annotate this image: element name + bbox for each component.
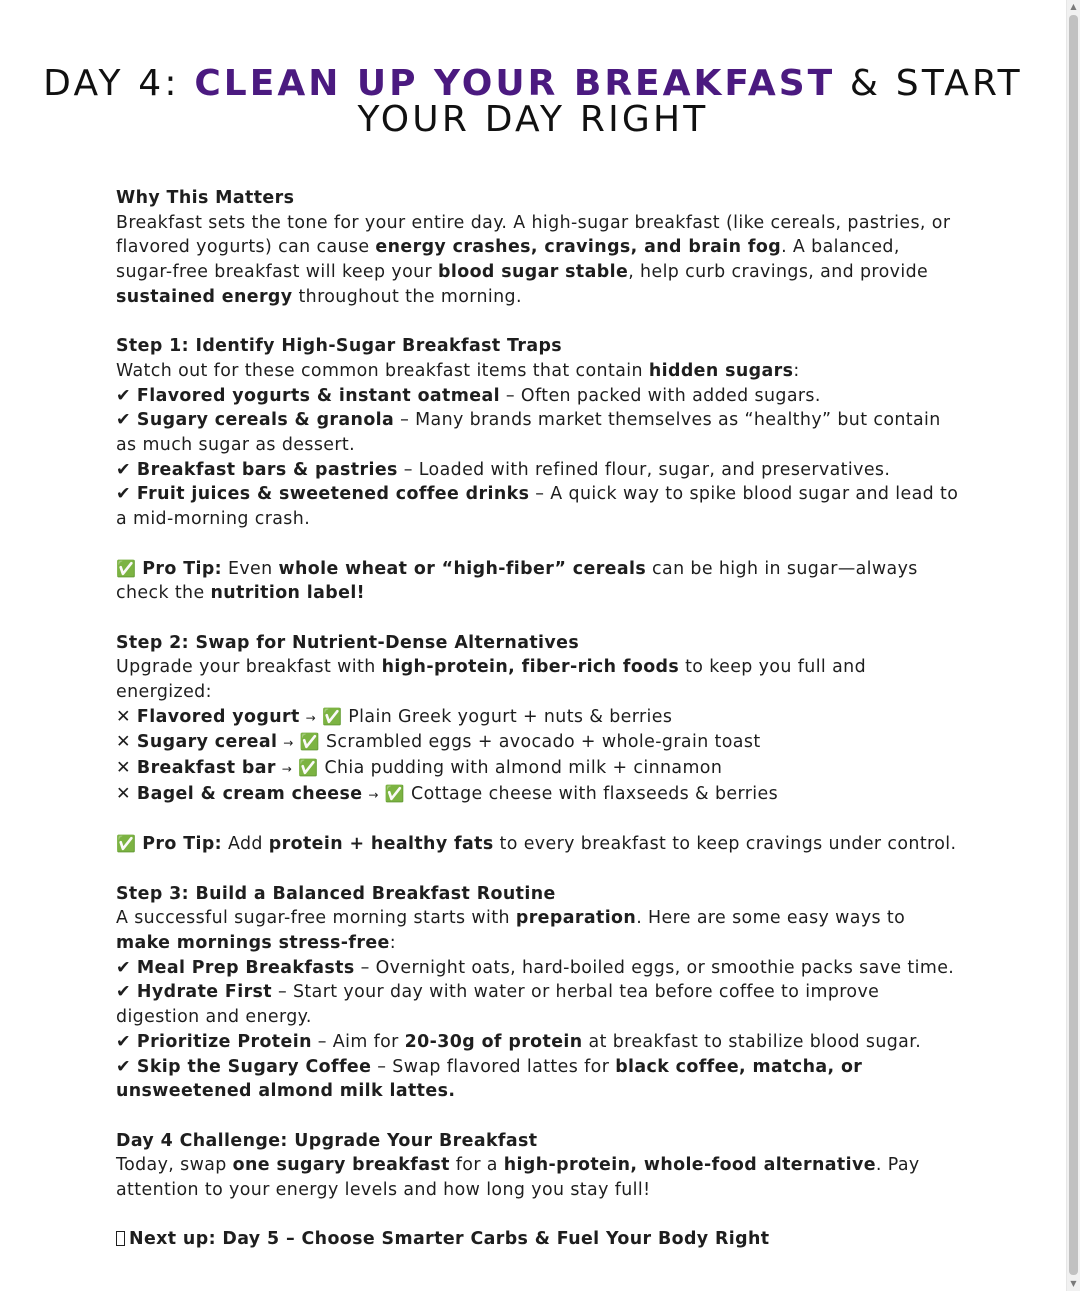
swap-to: Cottage cheese with flaxseeds & berries xyxy=(411,783,779,804)
next-up xyxy=(116,1227,961,1252)
challenge-bold: high-protein, whole-food alternative xyxy=(503,1155,876,1176)
step2-intro-end: to keep you full and energized: xyxy=(116,657,867,703)
routine-item-label: Meal Prep Breakfasts xyxy=(136,957,355,978)
swap-to: Scrambled eggs + avocado + whole-grain toast xyxy=(325,732,761,753)
light-check-icon: ✅ xyxy=(299,732,321,752)
step3-text: : xyxy=(389,933,396,954)
swap-from: Bagel & cream cheese xyxy=(136,783,363,804)
check-icon: ✔ xyxy=(116,410,131,431)
challenge-heading: Day 4 Challenge: Upgrade Your Breakfast xyxy=(116,1130,538,1151)
why-text: throughout the morning. xyxy=(292,286,522,307)
routine-item-text: – Overnight oats, hard-boiled eggs, or smoothie packs save time. xyxy=(354,957,955,978)
challenge-text: for a xyxy=(449,1155,504,1176)
challenge-bold: one sugary breakfast xyxy=(232,1155,450,1176)
check-icon: ✔ xyxy=(116,957,131,978)
cross-icon: ✕ xyxy=(116,783,131,804)
step1-heading: Step 1: Identify High-Sugar Breakfast Traps xyxy=(116,336,563,357)
step2-heading: Step 2: Swap for Nutrient-Dense Alternatives xyxy=(116,632,580,653)
arrow-icon: → xyxy=(281,762,293,777)
tip-bold: nutrition label! xyxy=(210,583,366,604)
trap-item-label: Sugary cereals & granola xyxy=(136,410,395,431)
routine-item-bold: black coffee, matcha, or unsweetened almond milk lattes. xyxy=(116,1056,863,1102)
why-text: Breakfast sets the tone for your entire day. A high-sugar breakfast (like cereals, pastries, or flavored yogurts) can cause xyxy=(116,212,951,258)
step1-intro: Watch out for these common breakfast items that contain xyxy=(116,360,649,381)
routine-item-label: Skip the Sugary Coffee xyxy=(136,1056,372,1077)
tip-text: Add xyxy=(222,834,269,855)
step2-intro: Upgrade your breakfast with xyxy=(116,657,382,678)
title-accent: CLEAN UP YOUR BREAKFAST xyxy=(194,63,836,104)
tip-label: Pro Tip: xyxy=(142,834,223,855)
trap-item-text: – A quick way to spike blood sugar and lead to a mid-morning crash. xyxy=(116,484,959,530)
scroll-up-arrow-icon[interactable]: ▲ xyxy=(1070,2,1077,11)
routine-item-text: at breakfast to stabilize blood sugar. xyxy=(582,1031,922,1052)
tip-label: Pro Tip: xyxy=(142,558,223,579)
why-section xyxy=(116,186,961,310)
light-check-icon: ✅ xyxy=(384,783,406,803)
trap-item-label: Breakfast bars & pastries xyxy=(136,459,398,480)
scroll-down-arrow-icon[interactable]: ▼ xyxy=(1070,1279,1077,1288)
cross-icon: ✕ xyxy=(116,706,131,727)
vertical-scrollbar[interactable] xyxy=(1066,0,1080,1291)
swap-from: Flavored yogurt xyxy=(136,706,300,727)
step3-section xyxy=(116,882,961,1104)
step3-bold: preparation xyxy=(515,908,637,929)
light-check-icon: ✅ xyxy=(116,558,137,578)
step3-text: A successful sugar-free morning starts with xyxy=(116,908,516,929)
check-icon: ✔ xyxy=(116,982,131,1003)
arrow-icon: → xyxy=(283,736,294,751)
step3-bold: make mornings stress-free xyxy=(116,933,390,954)
title-suffix: & START YOUR DAY RIGHT xyxy=(357,63,1023,140)
challenge-section xyxy=(116,1129,961,1203)
tip-text: to every breakfast to keep cravings under control. xyxy=(493,834,957,855)
tip-text: Even xyxy=(222,558,279,579)
routine-item-text: – Swap flavored lattes for xyxy=(371,1056,616,1077)
tip-text: can be high in sugar—always check the xyxy=(116,558,918,604)
check-icon: ✔ xyxy=(116,459,131,480)
trap-item-text: – Many brands market themselves as “healthy” but contain as much sugar as dessert. xyxy=(116,410,941,456)
pro-tip-2 xyxy=(116,832,961,857)
trap-item-text: – Often packed with added sugars. xyxy=(499,385,821,406)
trap-item-label: Flavored yogurts & instant oatmeal xyxy=(136,385,500,406)
light-check-icon: ✅ xyxy=(116,834,137,854)
trap-item-label: Fruit juices & sweetened coffee drinks xyxy=(136,484,530,505)
challenge-text: Today, swap xyxy=(116,1155,233,1176)
swap-from: Breakfast bar xyxy=(136,758,276,779)
step1-intro-bold: hidden sugars xyxy=(648,360,794,381)
light-check-icon: ✅ xyxy=(298,758,319,778)
check-icon: ✔ xyxy=(116,385,131,406)
why-text: . A balanced, sugar-free breakfast will keep your xyxy=(116,237,900,283)
light-check-icon: ✅ xyxy=(322,706,343,726)
routine-item-text: – Start your day with water or herbal tea before coffee to improve digestion and energy. xyxy=(116,982,880,1028)
pro-tip-1 xyxy=(116,557,961,606)
page-title xyxy=(0,63,1066,140)
document-body xyxy=(116,186,961,1252)
step1-intro-end: : xyxy=(793,360,800,381)
routine-item-label: Prioritize Protein xyxy=(136,1031,312,1052)
step3-heading: Step 3: Build a Balanced Breakfast Routine xyxy=(116,883,556,904)
title-prefix: DAY 4: xyxy=(43,63,195,104)
check-icon: ✔ xyxy=(116,1031,131,1052)
routine-item-label: Hydrate First xyxy=(136,982,273,1003)
tip-bold: protein + healthy fats xyxy=(268,834,494,855)
why-heading: Why This Matters xyxy=(116,188,295,208)
swap-to: Chia pudding with almond milk + cinnamon xyxy=(324,758,723,779)
swap-to: Plain Greek yogurt + nuts & berries xyxy=(348,706,673,727)
next-up-text: Next up: Day 5 – Choose Smarter Carbs & Fuel Your Body Right xyxy=(129,1229,770,1250)
why-bold: energy crashes, cravings, and brain fog xyxy=(375,237,782,258)
arrow-icon: → xyxy=(305,710,317,725)
swap-from: Sugary cereal xyxy=(136,732,278,753)
cross-icon: ✕ xyxy=(116,732,131,753)
check-icon: ✔ xyxy=(116,1056,131,1077)
scrollbar-thumb[interactable] xyxy=(1069,15,1078,1275)
step1-section xyxy=(116,334,961,532)
routine-item-bold: 20-30g of protein xyxy=(404,1031,583,1052)
missing-glyph-icon xyxy=(116,1231,125,1246)
tip-bold: whole wheat or “high-fiber” cereals xyxy=(278,558,647,579)
trap-item-text: – Loaded with refined flour, sugar, and preservatives. xyxy=(397,459,891,480)
step2-intro-bold: high-protein, fiber-rich foods xyxy=(381,657,680,678)
step3-text: . Here are some easy ways to xyxy=(636,908,906,929)
why-bold: blood sugar stable xyxy=(438,262,629,283)
why-bold: sustained energy xyxy=(116,286,293,307)
routine-item-text: – Aim for xyxy=(311,1031,405,1052)
arrow-icon: → xyxy=(368,787,379,802)
step2-section xyxy=(116,631,961,808)
why-text: , help curb cravings, and provide xyxy=(628,262,929,283)
check-icon: ✔ xyxy=(116,484,131,505)
challenge-text: . Pay attention to your energy levels and how long you stay full! xyxy=(116,1155,920,1201)
cross-icon: ✕ xyxy=(116,758,131,779)
